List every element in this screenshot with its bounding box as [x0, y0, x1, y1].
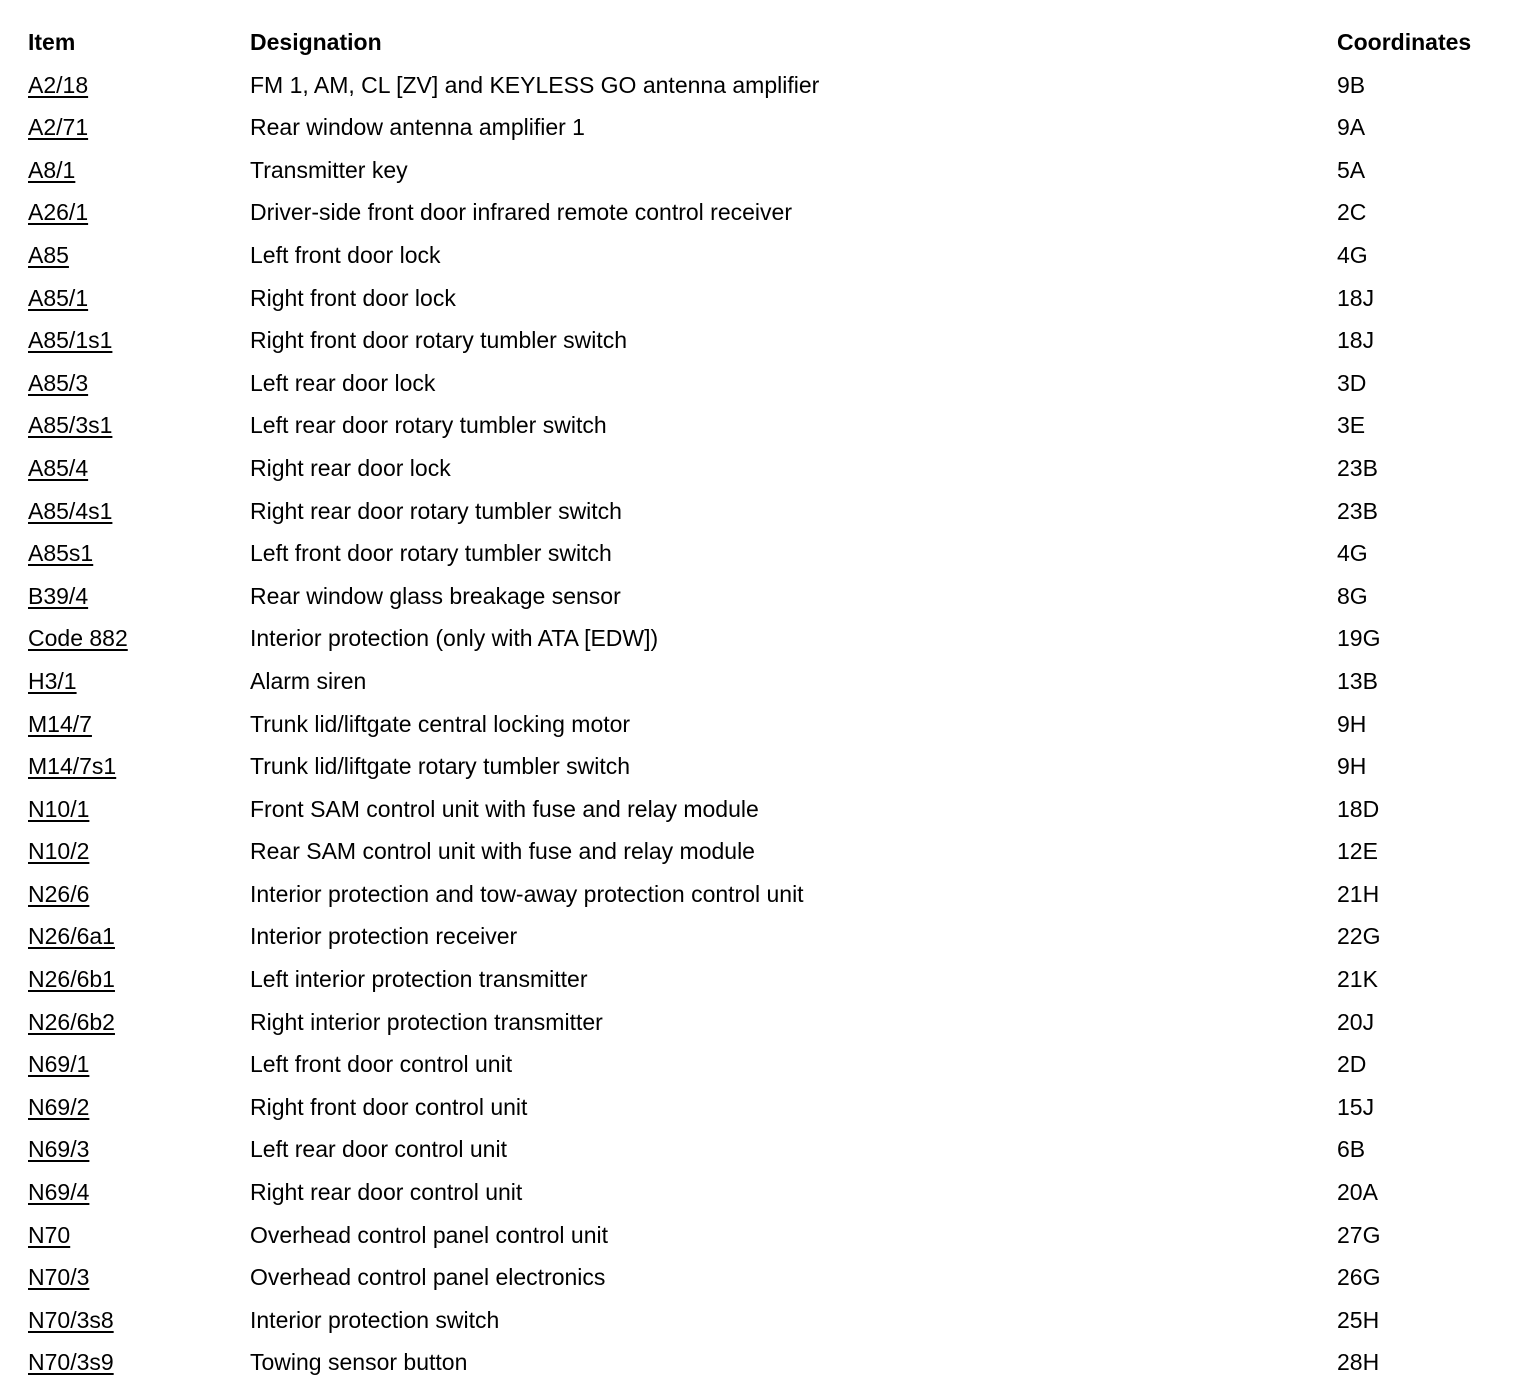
item-link[interactable]: A85/4s1 — [28, 497, 113, 524]
designation-text: Left interior protection transmitter — [250, 966, 588, 993]
item-link[interactable]: H3/1 — [28, 667, 77, 694]
designation-text: Trunk lid/liftgate rotary tumbler switch — [250, 753, 631, 780]
table-row — [28, 64, 1498, 107]
table-row — [28, 830, 1498, 873]
item-link[interactable]: N26/6a1 — [28, 923, 115, 950]
designation-text: Left rear door rotary tumbler switch — [250, 412, 607, 439]
item-link[interactable]: M14/7 — [28, 710, 92, 737]
designation-text: Right rear door control unit — [250, 1179, 523, 1206]
item-link[interactable]: A85/1s1 — [28, 327, 113, 354]
designation-text: Left front door lock — [250, 241, 441, 268]
coordinates-text: 2C — [1337, 199, 1367, 226]
table-row — [28, 745, 1498, 788]
table-row — [28, 1256, 1498, 1299]
designation-text: Left rear door control unit — [250, 1136, 507, 1163]
table-row — [28, 958, 1498, 1001]
header-designation: Designation — [250, 29, 382, 55]
item-link[interactable]: A85s1 — [28, 540, 94, 567]
table-body — [28, 64, 1498, 1384]
coordinates-text: 21K — [1337, 966, 1378, 993]
coordinates-text: 9H — [1337, 710, 1367, 737]
table-row — [28, 191, 1498, 234]
designation-text: Interior protection switch — [250, 1306, 500, 1333]
item-link[interactable]: N70/3s9 — [28, 1349, 114, 1376]
coordinates-text: 9H — [1337, 753, 1367, 780]
item-link[interactable]: N70/3s8 — [28, 1306, 114, 1333]
coordinates-text: 19G — [1337, 625, 1381, 652]
designation-text: Interior protection (only with ATA [EDW]) — [250, 625, 659, 652]
coordinates-text: 15J — [1337, 1093, 1375, 1120]
table-header-row — [28, 21, 1498, 64]
item-link[interactable]: N69/2 — [28, 1093, 90, 1120]
header-item: Item — [28, 29, 76, 55]
coordinates-text: 3D — [1337, 369, 1367, 396]
item-link[interactable]: M14/7s1 — [28, 753, 117, 780]
coordinates-text: 9A — [1337, 114, 1366, 141]
coordinates-text: 23B — [1337, 454, 1378, 481]
table-row — [28, 575, 1498, 618]
coordinates-text: 13B — [1337, 667, 1378, 694]
coordinates-text: 20A — [1337, 1179, 1378, 1206]
coordinates-text: 18J — [1337, 327, 1375, 354]
designation-text: Overhead control panel electronics — [250, 1264, 606, 1291]
component-legend-table — [28, 21, 1498, 1384]
table-row — [28, 1086, 1498, 1129]
item-link[interactable]: N10/1 — [28, 795, 90, 822]
designation-text: Right front door rotary tumbler switch — [250, 327, 628, 354]
coordinates-text: 28H — [1337, 1349, 1380, 1376]
designation-text: Right rear door lock — [250, 454, 451, 481]
item-link[interactable]: N26/6 — [28, 880, 90, 907]
designation-text: Driver-side front door infrared remote control receiver — [250, 199, 792, 226]
designation-text: Rear SAM control unit with fuse and relay module — [250, 838, 755, 865]
item-link[interactable]: A85/1 — [28, 284, 89, 311]
designation-text: Front SAM control unit with fuse and relay module — [250, 795, 759, 822]
designation-text: Right rear door rotary tumbler switch — [250, 497, 622, 524]
item-link[interactable]: N26/6b1 — [28, 966, 115, 993]
table-row — [28, 660, 1498, 703]
coordinates-text: 21H — [1337, 880, 1380, 907]
header-coordinates: Coordinates — [1337, 29, 1472, 55]
coordinates-text: 22G — [1337, 923, 1381, 950]
table-row — [28, 404, 1498, 447]
designation-text: Alarm siren — [250, 667, 367, 694]
designation-text: Interior protection receiver — [250, 923, 518, 950]
table-row — [28, 873, 1498, 916]
table-row — [28, 788, 1498, 831]
coordinates-text: 27G — [1337, 1221, 1381, 1248]
table-row — [28, 1128, 1498, 1171]
designation-text: FM 1, AM, CL [ZV] and KEYLESS GO antenna amplifier — [250, 71, 820, 98]
designation-text: Left front door control unit — [250, 1051, 513, 1078]
designation-text: Left rear door lock — [250, 369, 436, 396]
table-row — [28, 1299, 1498, 1342]
designation-text: Right front door control unit — [250, 1093, 528, 1120]
coordinates-text: 20J — [1337, 1008, 1375, 1035]
designation-text: Interior protection and tow-away protection control unit — [250, 880, 804, 907]
table-row — [28, 234, 1498, 277]
designation-text: Right interior protection transmitter — [250, 1008, 603, 1035]
table-row — [28, 1341, 1498, 1384]
table-row — [28, 277, 1498, 320]
table-row — [28, 532, 1498, 575]
item-link[interactable]: Code 882 — [28, 625, 128, 652]
coordinates-text: 18J — [1337, 284, 1375, 311]
coordinates-text: 4G — [1337, 241, 1368, 268]
table-row — [28, 106, 1498, 149]
coordinates-text: 5A — [1337, 156, 1366, 183]
table-row — [28, 617, 1498, 660]
table-row — [28, 319, 1498, 362]
coordinates-text: 23B — [1337, 497, 1378, 524]
table-row — [28, 1171, 1498, 1214]
item-link[interactable]: A85 — [28, 241, 69, 268]
item-link[interactable]: N69/1 — [28, 1051, 90, 1078]
designation-text: Rear window glass breakage sensor — [250, 582, 621, 609]
designation-text: Trunk lid/liftgate central locking motor — [250, 710, 631, 737]
table-row — [28, 1214, 1498, 1257]
item-link[interactable]: N69/4 — [28, 1179, 90, 1206]
designation-text: Right front door lock — [250, 284, 456, 311]
table-row — [28, 703, 1498, 746]
coordinates-text: 25H — [1337, 1306, 1380, 1333]
item-link[interactable]: A2/18 — [28, 71, 89, 98]
coordinates-text: 8G — [1337, 582, 1368, 609]
item-link[interactable]: A85/3s1 — [28, 412, 113, 439]
coordinates-text: 6B — [1337, 1136, 1366, 1163]
coordinates-text: 12E — [1337, 838, 1378, 865]
coordinates-text: 9B — [1337, 71, 1366, 98]
item-link[interactable]: A85/3 — [28, 369, 89, 396]
table-row — [28, 149, 1498, 192]
table-row — [28, 915, 1498, 958]
item-link[interactable]: N70/3 — [28, 1264, 90, 1291]
table-row — [28, 447, 1498, 490]
coordinates-text: 2D — [1337, 1051, 1367, 1078]
table-row — [28, 1043, 1498, 1086]
coordinates-text: 26G — [1337, 1264, 1381, 1291]
item-link[interactable]: A2/71 — [28, 114, 89, 141]
item-link[interactable]: N26/6b2 — [28, 1008, 115, 1035]
designation-text: Left front door rotary tumbler switch — [250, 540, 612, 567]
table-row — [28, 490, 1498, 533]
table-row — [28, 1001, 1498, 1044]
designation-text: Overhead control panel control unit — [250, 1221, 608, 1248]
item-link[interactable]: N69/3 — [28, 1136, 90, 1163]
table-row — [28, 362, 1498, 405]
item-link[interactable]: N70 — [28, 1221, 71, 1248]
item-link[interactable]: A26/1 — [28, 199, 89, 226]
designation-text: Towing sensor button — [250, 1349, 468, 1376]
coordinates-text: 4G — [1337, 540, 1368, 567]
item-link[interactable]: A8/1 — [28, 156, 76, 183]
coordinates-text: 18D — [1337, 795, 1380, 822]
designation-text: Transmitter key — [250, 156, 408, 183]
item-link[interactable]: B39/4 — [28, 582, 89, 609]
designation-text: Rear window antenna amplifier 1 — [250, 114, 585, 141]
coordinates-text: 3E — [1337, 412, 1366, 439]
item-link[interactable]: N10/2 — [28, 838, 90, 865]
item-link[interactable]: A85/4 — [28, 454, 89, 481]
